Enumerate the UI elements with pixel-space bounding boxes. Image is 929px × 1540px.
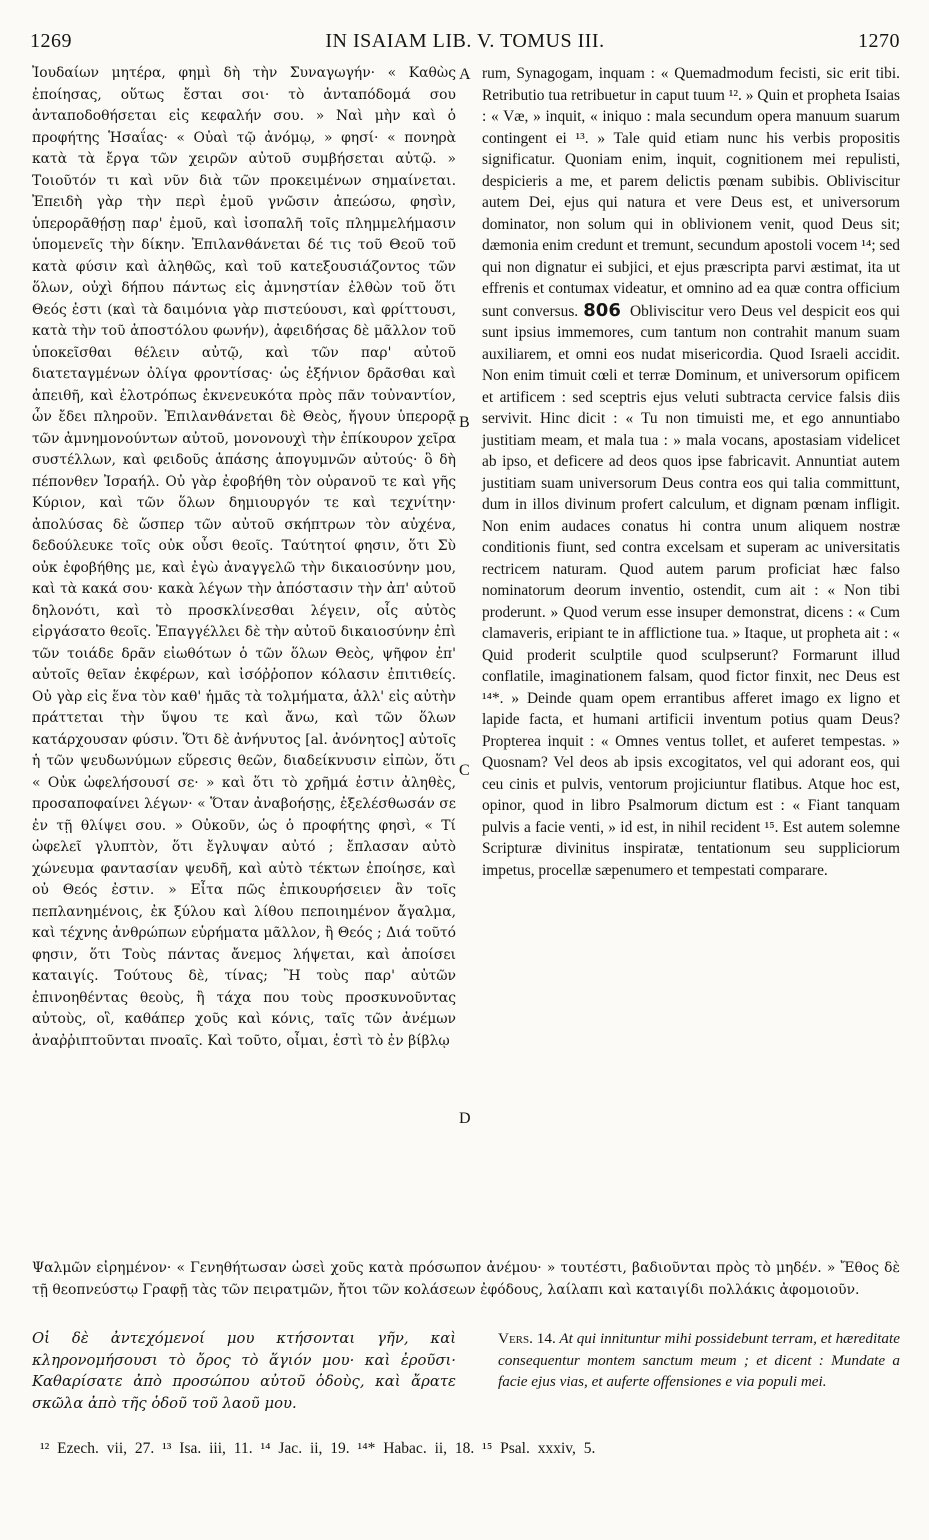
margin-letter-c: C xyxy=(459,762,470,779)
running-header xyxy=(30,30,900,56)
latin-text-after-marker: Obliviscitur vero Deus vel despicit eos qui sunt ipsius immemores, cum tantum non contrahit manum suam auxiliarem, et omni eos nudat misericordia. Quod Israeli accidit. Non enim timuit cœli et terræ Dominum, et universorum opificem et artificem : sed sceptris ejus veluti subtracta cervice falsis diis servivit. Hinc dicit : « Tu non timuisti me, et ego annuntiabo justitiam meam, et mala tua : » mala vocans, apostasiam videlicet ab ipso, et deficere ad deos quos ipse fabricavit. Annuntiat autem justitiam suam universorum Deus contra eos qui talia committunt, dum in illos divinum profert calculum, et dignam pœnam infligit. Non enim audaces conatus hi contra unum aliquem nostræ conditionis fiunt, sed contra excelsam et superam ac universitatis rectricem naturam. Quod autem parum proficiat hæc falso nominatorum deorum inventio, ostendit, cum ait : « Non tibi proderunt. » Quod verum esse insuper demonstrat, dicens : « Cum clamaveris, eripiant te in afflictione tua. » Itaque, ut propheta ait : « Quid proderit sculptile quod sculpserunt? Formarunt illud conflatile, imaginationem falsam, quod fictor finxit, nec Deus est ¹⁴*. » Deinde quam opem errantibus afferet imago ex ligno et lapide facta, et humani artificii inventum potius quam Deus? Propterea inquit : « Omnes ventus tollet, et auferet tempestas. » Quosnam? Vel deos ab ipsis excogitatos, vel qui adorant eos, qui ceu cinis et pulvis, ventorum projiciuntur flatibus. Atque hoc est, opinor, quod in libro Psalmorum dictum est : « Fiant tanquam pulvis a facie venti, » id est, in nihil recident ¹⁵. Est autem solemne Scripturæ divinitus inspiratæ, tentationum seu suppliciorum impetus, procellæ sæpenumero et tempestati comparare. xyxy=(482,302,900,879)
margin-letter-d: D xyxy=(459,1110,471,1127)
greek-commentary-text: Ἰουδαίων μητέρα, φημὶ δὴ τὴν Συναγωγήν· « Καθὼς ἐποίησας, οὕτως ἔσται σοι· τὸ ἀνταπόδομά σου ἀνταποδοθήσεται εἰς κεφαλήν σου. » Ναὶ μὴν καὶ ὁ προφήτης Ἡσαΐας· « Οὐαὶ τῷ ἀνόμῳ, » φησί· « πονηρὰ κατὰ τὰ ἔργα τῶν χειρῶν αὐτοῦ συμβήσεται αὐτῷ. » Τοιοῦτόν τι καὶ νῦν διὰ τῶν προκειμένων σημαίνεται. Ἐπειδὴ γὰρ τὴν περὶ ἐμοῦ γνῶσιν ἀπεώσω, φησὶν, ὑπερορᾶθῄσῃ παρ' ἐμοῦ, καὶ ἰσοπαλῆ τοῖς πλημμελήμασιν ὑπομενεῖς τὴν δίκην. Ἐπιλανθάνεται δέ τις τοῦ Θεοῦ τοῦ κατὰ φύσιν καὶ ἀληθῶς, καὶ τοῦ κατεξουσιάζοντος τῶν ὅλων, οὐχὶ δήπου πάντως εἰς ἀμνηστίαν ἐλθὼν τοῦ ὅτι Θεός ἐστι (καὶ τὰ δαιμόνια γὰρ πιστεύουσι, καὶ φρίττουσι, κατὰ τὴν τοῦ ἀποστόλου φωνήν), ἀφειδήσας δὲ μᾶλλον τοῦ ὑποκεῖσθαι θέλειν αὐτῷ, καὶ τῶν παρ' αὐτοῦ διατεταγμένων ὀλίγα φροντίσας· ὡς ἐξήνιον δρᾶσθαι καὶ ἀπειθῆ, καὶ ἐλοτρόπως ἐκνενευκότα πρὸς πᾶν τοὐναντίον, ὧν ἔδει πληροῦν. Ἐπιλανθάνεται δὲ Θεὸς, ἤγουν ὑπερορᾷ τῶν ἀμνημονούντων αὐτοῦ, μονονουχὶ τὴν ἐπίκουρον χεῖρα συστέλλων, καὶ φειδοῦς ἁπάσης ἀπογυμνῶν αὐτούς· ὃ δὴ πέπονθεν Ἰσραήλ. Οὐ γὰρ ἐφοβήθη τὸν οὐρανοῦ τε καὶ γῆς Κύριον, καὶ τῶν ὅλων δημιουργόν τε καὶ τεχνίτην· ἀπολύσας δὲ ὥσπερ τῶν αὐτοῦ σκήπτρων τὸν αὐχένα, δεδούλευκε τοῖς οὐκ οὖσι θεοῖς. Ταύτητοί φησιν, ὅτι Σὺ οὐκ ἐφοβήθης με, καὶ ἐγὼ ἀναγγελῶ τὴν δικαιοσύνην μου, καὶ τὰ κακά σου· κακὰ λέγων τὴν ἀπόστασιν τὴν ἀπ' αὐτοῦ δηλονότι, καὶ τὸ προσκλίνεσθαι λέγειν, οἷς αὐτὸς εἰργάσατο θεοῖς. Ἐπαγγέλλει δὲ τὴν αὐτοῦ δικαιοσύνην ἐπὶ τῶν τοιάδε δρᾶν εἰωθότων ὁ τῶν ὅλων Θεὸς, ψῆφον ἐπ' αὐτοῖς θεῖαν ἐκφέρων, καὶ ἰσόῤῥοπον κόλασιν ἐπιτιθείς. Οὐ γὰρ εἰς ἕνα τὸν καθ' ἡμᾶς τὰ τολμήματα, ἀλλ' εἰς αὐτὴν πράττεται τὴν ὕψου τε καὶ ἄνω, καὶ τῶν ὅλων κατάρχουσαν φύσιν. Ὅτι δὲ ἀνήνυτος [al. ἀνόνητος] αὐτοῖς ἡ τῶν ψευδωνύμων εὕρεσις θεῶν, διαδείκνυσιν εἰπὼν, ὅτι « Οὐκ ὠφελήσουσί σε· » καὶ ὅτι τὸ χρῆμά ἐστιν ἀληθὲς, προσαποφαίνει λέγων· « Ὅταν ἀναβοήσῃς, ἐξελέσθωσάν σε ἐν τῇ θλίψει σου. » Οὐκοῦν, ὡς ὁ προφήτης φησὶ, « Τί ὠφελεῖ γλυπτὸν, ὅτι ἔγλυψαν αὐτό ; ἔπλασαν αὐτὸ χώνευμα φαντασίαν ψευδῆ, καὶ αὐτὸ τέκτων ἐποίησε, καὶ οὐ Θεός ἐστιν. » Εἶτα πῶς ἐπικουρήσειεν ἂν τοῖς πεπλανημένοις, ἐκ ξύλου καὶ λίθου πεποιημένον ἄγαλμα, καὶ τέχνης ἀνθρώπων εὑρήματα μᾶλλον, ἢ Θεός ; Διά τοῦτό φησιν, ὅτι Τοὺς πάντας ἄνεμος λήψεται, καὶ ἀποίσει καταιγίς. Τούτους δὲ, τίνας; Ἢ τοὺς παρ' αὐτῶν ἐπινοηθέντας θεοὺς, ἢ τάχα που τοὺς προσκυνοῦντας αὐτοὺς, οἳ, καθάπερ χοῦς καὶ κόνις, ταῖς τῶν ἀνέμων ἀναῤῥιπτοῦνται πνοαῖς. Καὶ τοῦτο, οἶμαι, ἐστὶ τὸ ἐν βίβλῳ xyxy=(32,65,456,1049)
page-number-left: 1269 xyxy=(30,30,72,52)
footnotes: ¹² Ezech. vii, 27. ¹³ Isa. iii, 11. ¹⁴ Jac. ii, 19. ¹⁴* Habac. ii, 18. ¹⁵ Psal. xxxiv, 5. xyxy=(40,1440,596,1457)
column-number: 806 xyxy=(583,299,621,321)
latin-text-before-marker: rum, Synagogam, inquam : « Quemadmodum fecisti, sic erit tibi. Retributio tua retribuetur in caput tuum ¹². » Quin et propheta Isaias : « Væ, » inquit, « iniquo : mala secundum opera manuum suarum contingent ei ¹³. » Tale quid etiam nunc his verbis propositis significatur. Quoniam enim, inquit, cognitionem mei repulisti, despicieris a me, et parem delictis pœnam subibis. Obliviscitur autem Dei, ejus qui natura et vere Deus est, et universorum dominator, non solum qui in oblivionem venit, quod Deus sit; dæmonia enim credunt et tremunt, secundum apostoli vocem ¹⁴; sed qui non dignatur ei subjici, et ejus præscripta parvi æstimat, ita ut effrenis et contumax videatur, et omnino ad ea quæ contra officium sunt conversus. xyxy=(482,65,900,320)
verse-14-latin xyxy=(498,1328,900,1393)
verse-14-greek: Οἱ δὲ ἀντεχόμενοί μου κτήσονται γῆν, καὶ κληρονομήσουσι τὸ ὄρος τὸ ἅγιόν μου· καὶ ἐροῦσι· Καθαρίσατε ἀπὸ προσώπου αὐτοῦ ὁδοὺς, καὶ ἄρατε σκῶλα ἀπὸ τῆς ὁδοῦ τοῦ λαοῦ μου. xyxy=(32,1330,456,1412)
full-width-greek-continuation: Ψαλμῶν εἰρημένον· « Γενηθήτωσαν ὡσεὶ χοῦς κατὰ πρόσωπον ἀνέμου· » τουτέστι, βαδιοῦνται πρὸς τὸ μηδέν. » Ἔθος δὲ τῇ θεοπνεύστῳ Γραφῇ τὰς τῶν πειρατμῶν, ἤτοι τῶν κολάσεων ἐφόδους, λαίλαπι καὶ καταιγίδι πολλάκις ἀφομοιοῦν. xyxy=(32,1260,900,1298)
latin-column xyxy=(482,63,900,881)
verse-label: Vers. 14. xyxy=(498,1330,556,1347)
running-title: IN ISAIAM LIB. V. TOMUS III. xyxy=(325,30,605,52)
margin-letter-a: A xyxy=(459,66,471,83)
verse-latin-text: At qui innituntur mihi possidebunt terram, et hæreditate consequentur montem sanctum meum ; et dicent : Mundate a facie ejus vias, et auferte offensiones e via populi mei. xyxy=(498,1330,900,1390)
page-number-right: 1270 xyxy=(858,30,900,52)
margin-letter-b: B xyxy=(459,414,470,431)
greek-column xyxy=(32,63,456,1052)
